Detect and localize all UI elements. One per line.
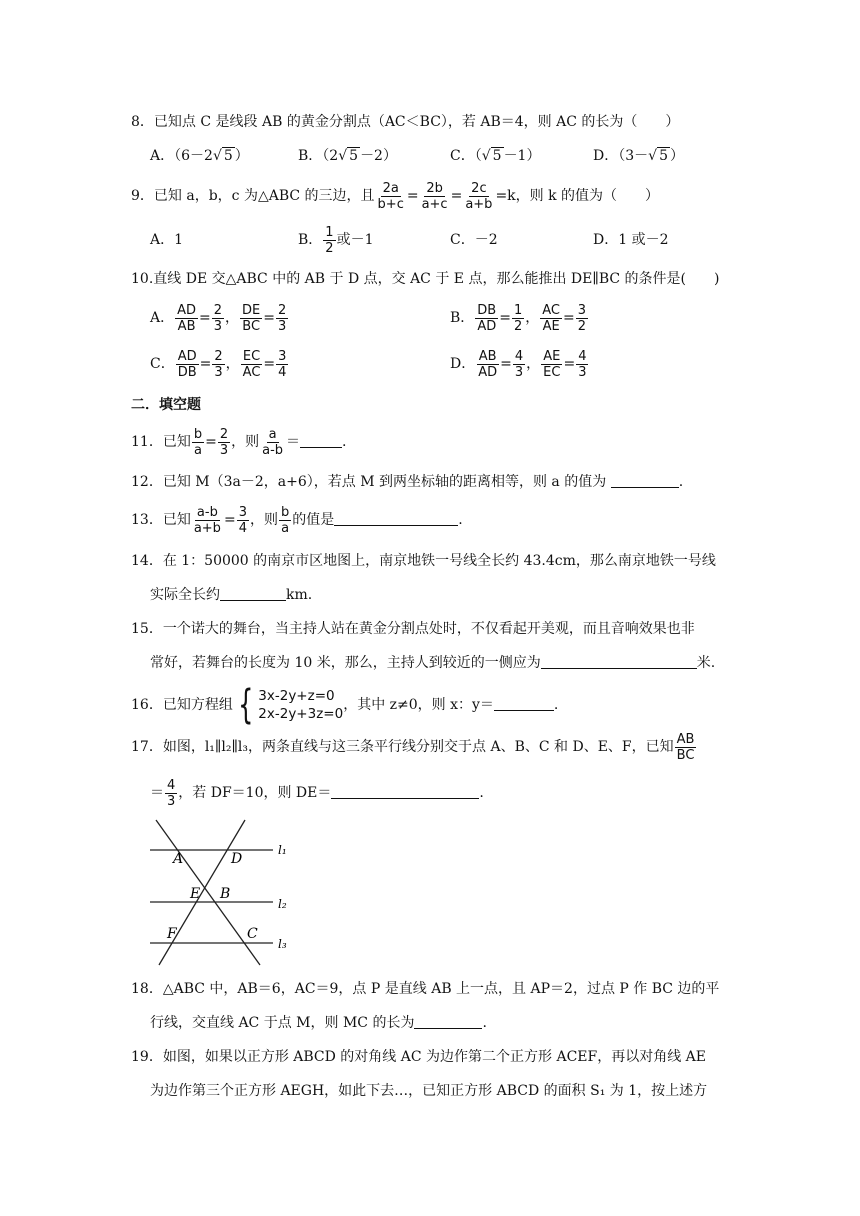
fraction: $\frac{2b}{a+c}$	[421, 180, 448, 212]
sqrt-symbol: √	[481, 148, 491, 164]
q18-line1: 18．△ABC 中，AB＝6，AC＝9，点 P 是直线 AB 上一点，且 AP＝2，过点 P 作 BC 边的平	[131, 981, 720, 997]
q8-option-d: D．（3－√ 5 ）	[593, 148, 684, 164]
q10-option-b: B． $\frac{DB}{AD}$ = $\frac{1}{2}$ ， $\frac{AC}{AE}$ = $\frac{3}{2}$	[450, 302, 587, 334]
q10-stem: 10.直线 DE 交△ABC 中的 AB 于 D 点，交 AC 于 E 点，那么能推出 DE∥BC 的条件是( )	[131, 271, 720, 287]
answer-blank	[334, 511, 458, 526]
q18-line2: 行线，交直线 AC 于点 M，则 MC 的长为 .	[150, 1015, 487, 1031]
fraction: $\frac{2a}{b+c}$	[377, 180, 404, 212]
answer-blank	[541, 654, 697, 669]
q17-line2: ＝ $\frac{4}{3}$ ，若 DF＝10，则 DE＝ .	[150, 777, 484, 809]
answer-blank	[300, 433, 342, 448]
label-B: B	[220, 886, 231, 902]
q17-line1: 17．如图，l₁∥l₂∥l₃，两条直线与这三条平行线分别交于点 A、B、C 和 D、E、F，已知 $\frac{AB}{BC}$	[131, 731, 695, 763]
q15-line1: 15．一个诺大的舞台，当主持人站在黄金分割点处时，不仅看起开美观，而且音响效果也非	[131, 621, 695, 637]
label-l1: l₁	[278, 843, 287, 857]
q8-option-c: C．（√ 5 －1）	[450, 148, 541, 164]
answer-blank	[414, 1014, 482, 1029]
label-l3: l₃	[278, 937, 287, 951]
section-heading: 二．填空题	[131, 397, 201, 413]
q10-option-c: C． $\frac{AD}{DB}$ = $\frac{2}{3}$ ， $\frac{EC}{AC}$ = $\frac{3}{4}$	[150, 348, 287, 380]
q8-option-a: A．（6－2√ 5 ）	[150, 148, 249, 164]
fraction: $\frac{1}{2}$	[325, 224, 334, 256]
label-A: A	[173, 851, 184, 867]
q9-option-b: B． $\frac{1}{2}$ 或－1	[298, 224, 374, 256]
answer-blank	[494, 696, 554, 711]
sqrt-symbol: √	[338, 148, 348, 164]
q9-stem: 9．已知 a，b，c 为△ABC 的三边，且 $\frac{2a}{b+c}$ = $\frac{2b}{a+c}$ = $\frac{2c}{a+b}$ =k，则 k 的值为（ ）	[131, 180, 660, 212]
q9-option-c: C．－2	[450, 232, 498, 248]
answer-blank	[611, 473, 679, 488]
label-C: C	[247, 926, 258, 942]
fraction: $\frac{2c}{a+b}$	[465, 180, 493, 212]
label-E: E	[190, 886, 201, 902]
answer-blank	[331, 784, 479, 799]
q19-line1: 19．如图，如果以正方形 ABCD 的对角线 AC 为边作第二个正方形 ACEF，再以对角线 AE	[131, 1049, 707, 1065]
q14-line2: 实际全长约 km.	[150, 587, 313, 603]
q8-stem: 8．已知点 C 是线段 AB 的黄金分割点（AC＜BC），若 AB＝4，则 AC 的长为（ ）	[131, 114, 680, 130]
q14-line1: 14．在 1：50000 的南京市区地图上，南京地铁一号线全长约 43.4cm，那么南京地铁一号线	[131, 553, 716, 569]
label-l2: l₂	[278, 897, 287, 911]
q9-option-d: D．1 或－2	[593, 232, 669, 248]
q15-line2: 常好，若舞台的长度为 10 米，那么，主持人到较近的一侧应为 米.	[150, 655, 716, 671]
parallel-lines-figure	[140, 815, 300, 970]
label-F: F	[167, 926, 177, 942]
q12: 12．已知 M（3a－2，a+6），若点 M 到两坐标轴的距离相等，则 a 的值为 .	[131, 474, 684, 490]
q9-option-a: A．1	[150, 232, 184, 248]
q16: 16．已知方程组 { 3x-2y+z=0 2x-2y+3z=0 ，其中 z≠0，则 x：y＝ .	[131, 682, 559, 728]
sqrt-symbol: √	[648, 148, 658, 164]
sqrt-symbol: √	[212, 148, 222, 164]
answer-blank	[220, 586, 286, 601]
q8-option-b: B．（2√ 5 －2）	[298, 148, 397, 164]
label-D: D	[231, 851, 243, 867]
q11: 11．已知 $\frac{b}{a}$ = $\frac{2}{3}$ ，则 $\frac{a}{a-b}$ ＝ .	[131, 426, 347, 458]
q19-line2: 为边作第三个正方形 AEGH，如此下去…，已知正方形 ABCD 的面积 S₁ 为 1，按上述方	[150, 1083, 708, 1099]
equation-system: { 3x-2y+z=0 2x-2y+3z=0	[237, 682, 344, 728]
q13: 13．已知 $\frac{a-b}{a+b}$ = $\frac{3}{4}$ ，则 $\frac{b}{a}$ 的值是 .	[131, 504, 463, 536]
q10-option-a: A． $\frac{AD}{AB}$ = $\frac{2}{3}$ ， $\frac{DE}{BC}$ = $\frac{2}{3}$	[150, 302, 287, 334]
q10-option-d: D． $\frac{AB}{AD}$ = $\frac{4}{3}$ ， $\frac{AE}{EC}$ = $\frac{4}{3}$	[450, 348, 587, 380]
